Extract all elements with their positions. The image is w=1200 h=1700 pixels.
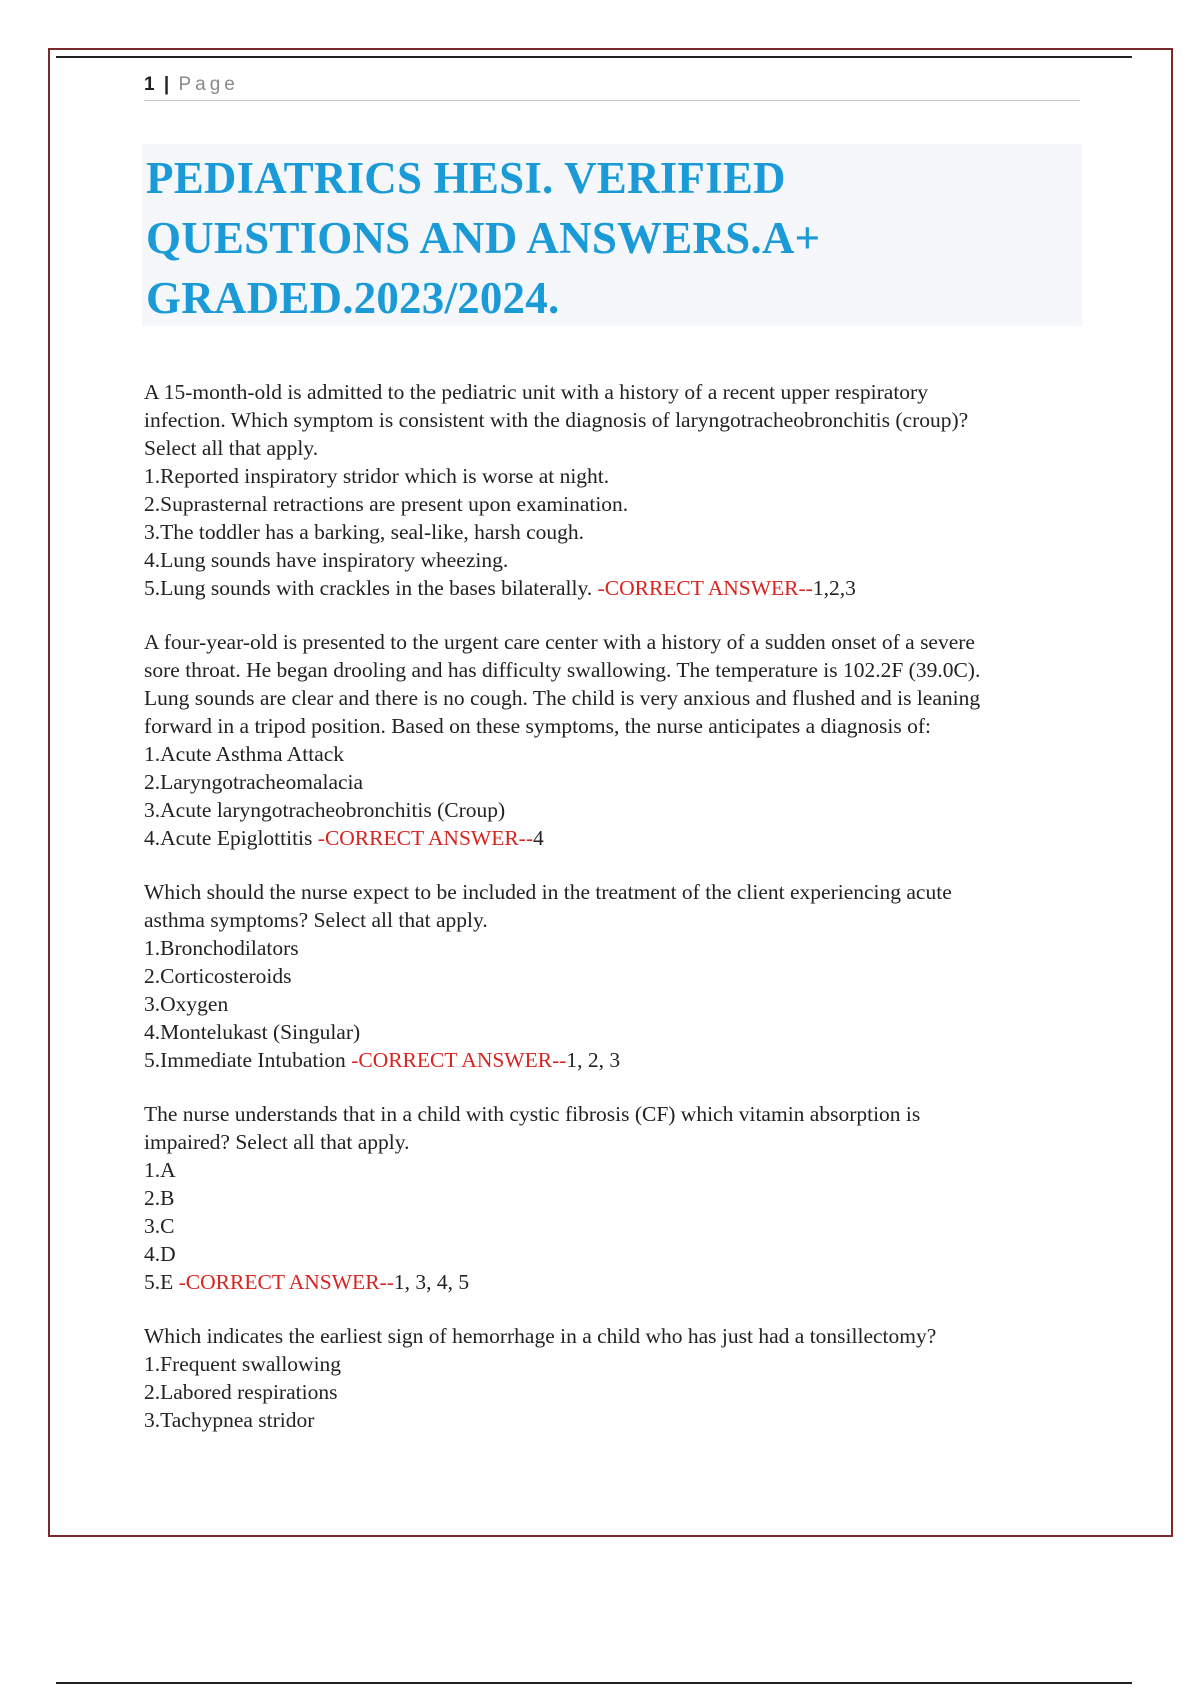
correct-answer-value: 1, 2, 3 bbox=[566, 1048, 621, 1072]
answer-option: 2.Labored respirations bbox=[144, 1380, 338, 1404]
answer-option-last bbox=[144, 1046, 1084, 1074]
answer-option: 3.Acute laryngotracheobronchitis (Croup) bbox=[144, 798, 506, 822]
correct-answer-marker: -CORRECT ANSWER-- bbox=[351, 1048, 567, 1072]
question-stem-line: infection. Which symptom is consistent with the diagnosis of laryngotracheobronchitis (croup)? bbox=[144, 408, 969, 432]
question-stem-line: sore throat. He began drooling and has difficulty swallowing. The temperature is 102.2F (39.0C). bbox=[144, 658, 981, 682]
question-stem-line: Which indicates the earliest sign of hemorrhage in a child who has just had a tonsillectomy? bbox=[144, 1324, 937, 1348]
question-5 bbox=[144, 1322, 1084, 1434]
option-text: 5.E bbox=[144, 1270, 174, 1294]
option-text: 4.Acute Epiglottitis bbox=[144, 826, 313, 850]
top-rule bbox=[56, 56, 1132, 58]
answer-option: 1.Bronchodilators bbox=[144, 936, 299, 960]
answer-option-last bbox=[144, 1268, 1084, 1296]
answer-option: 3.The toddler has a barking, seal-like, harsh cough. bbox=[144, 520, 585, 544]
option-text: 5.Immediate Intubation bbox=[144, 1048, 346, 1072]
answer-option: 4.Montelukast (Singular) bbox=[144, 1020, 361, 1044]
page-number: 1 bbox=[144, 74, 155, 95]
header-separator: | bbox=[163, 74, 170, 95]
answer-option: 3.C bbox=[144, 1214, 175, 1238]
bottom-rule bbox=[56, 1682, 1132, 1684]
correct-answer-value: 1, 3, 4, 5 bbox=[393, 1270, 470, 1294]
answer-option-last bbox=[144, 574, 1084, 602]
title-line-2: QUESTIONS AND ANSWERS.A+ bbox=[146, 213, 821, 263]
answer-option: 4.D bbox=[144, 1242, 176, 1266]
answer-option-last bbox=[144, 824, 1084, 852]
answer-option: 1.A bbox=[144, 1158, 176, 1182]
title-line-1: PEDIATRICS HESI. VERIFIED bbox=[146, 153, 786, 203]
page-header bbox=[144, 74, 1080, 101]
question-stem-line: Lung sounds are clear and there is no cough. The child is very anxious and flushed and is leaning bbox=[144, 686, 981, 710]
question-4 bbox=[144, 1100, 1084, 1296]
correct-answer-marker: -CORRECT ANSWER-- bbox=[178, 1270, 394, 1294]
question-stem-line: Select all that apply. bbox=[144, 436, 319, 460]
answer-option: 1.Frequent swallowing bbox=[144, 1352, 342, 1376]
question-stem-line: A 15-month-old is admitted to the pediatric unit with a history of a recent upper respiratory bbox=[144, 380, 928, 404]
question-stem-line: forward in a tripod position. Based on these symptoms, the nurse anticipates a diagnosis of: bbox=[144, 714, 931, 738]
page-word: Page bbox=[178, 74, 239, 95]
title-box bbox=[142, 144, 1082, 326]
document-title bbox=[142, 144, 1082, 328]
correct-answer-value: 4 bbox=[533, 826, 544, 850]
question-stem-line: asthma symptoms? Select all that apply. bbox=[144, 908, 488, 932]
question-stem-line: Which should the nurse expect to be included in the treatment of the client experiencing acute bbox=[144, 880, 952, 904]
answer-option: 2.Laryngotracheomalacia bbox=[144, 770, 364, 794]
question-2 bbox=[144, 628, 1084, 852]
answer-option: 4.Lung sounds have inspiratory wheezing. bbox=[144, 548, 509, 572]
question-stem-line: A four-year-old is presented to the urgent care center with a history of a sudden onset of a severe bbox=[144, 630, 975, 654]
question-stem-line: impaired? Select all that apply. bbox=[144, 1130, 410, 1154]
correct-answer-value: 1,2,3 bbox=[812, 576, 856, 600]
answer-option: 2.B bbox=[144, 1186, 175, 1210]
correct-answer-marker: -CORRECT ANSWER-- bbox=[317, 826, 533, 850]
answer-option: 3.Oxygen bbox=[144, 992, 229, 1016]
answer-option: 1.Reported inspiratory stridor which is worse at night. bbox=[144, 464, 610, 488]
answer-option: 2.Suprasternal retractions are present upon examination. bbox=[144, 492, 629, 516]
question-3 bbox=[144, 878, 1084, 1074]
question-1 bbox=[144, 378, 1084, 602]
option-text: 5.Lung sounds with crackles in the bases bilaterally. bbox=[144, 576, 593, 600]
question-stem-line: The nurse understands that in a child with cystic fibrosis (CF) which vitamin absorption is bbox=[144, 1102, 921, 1126]
answer-option: 2.Corticosteroids bbox=[144, 964, 292, 988]
questions-list bbox=[144, 378, 1084, 1460]
answer-option: 3.Tachypnea stridor bbox=[144, 1408, 315, 1432]
correct-answer-marker: -CORRECT ANSWER-- bbox=[597, 576, 813, 600]
answer-option: 1.Acute Asthma Attack bbox=[144, 742, 345, 766]
title-line-3: GRADED.2023/2024. bbox=[146, 273, 560, 323]
